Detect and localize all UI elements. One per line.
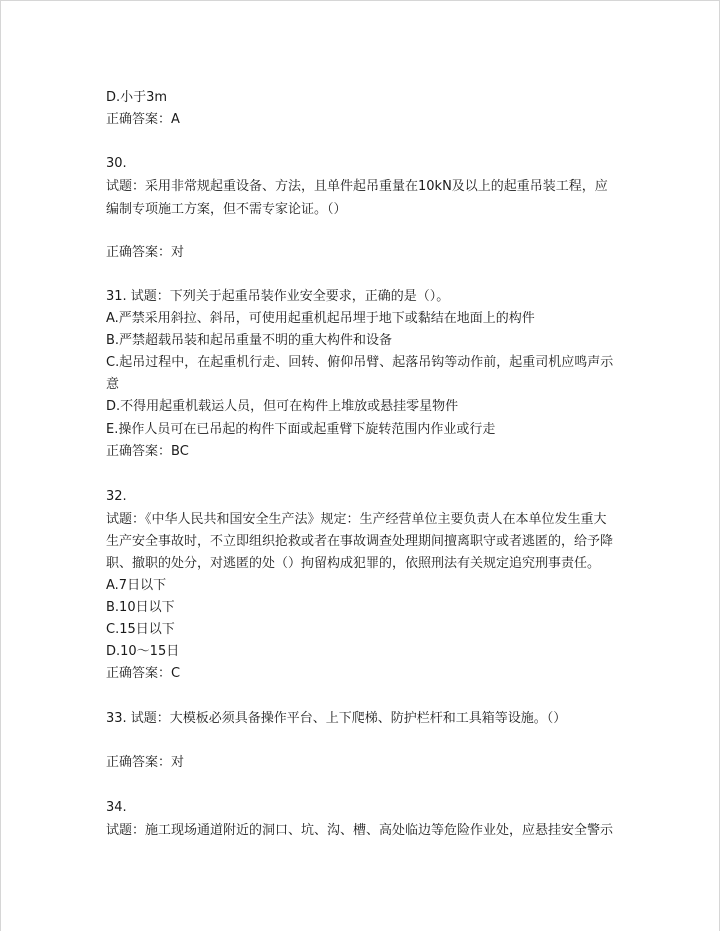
q30-number: 30. bbox=[106, 156, 127, 171]
q32-option-d: D.10～15日 bbox=[106, 644, 180, 659]
q31-option-c: C.起吊过程中，在起重机行走、回转、俯仰吊臂、起落吊钩等动作前，起重司机应鸣声示 bbox=[106, 355, 614, 370]
q30-question-cont: 编制专项施工方案，但不需专家论证。（） bbox=[106, 202, 347, 217]
q31-answer: 正确答案：BC bbox=[106, 444, 189, 459]
q29-option-d: D.小于3m bbox=[106, 90, 168, 105]
q34-question: 试题：施工现场通道附近的洞口、坑、沟、槽、高处临边等危险作业处，应悬挂安全警示 bbox=[106, 823, 614, 838]
q30-question: 试题：采用非常规起重设备、方法，且单件起吊重量在10kN及以上的起重吊装工程，应 bbox=[106, 179, 608, 194]
q29-answer: 正确答案：A bbox=[106, 112, 180, 127]
q31-question: 31. 试题：下列关于起重吊装作业安全要求，正确的是（）。 bbox=[106, 289, 450, 304]
q31-option-c-cont: 意 bbox=[106, 377, 120, 392]
q32-question-cont-1: 生产安全事故时，不立即组织抢救或者在事故调查处理期间擅离职守或者逃匿的，给予降 bbox=[106, 534, 614, 549]
q31-option-e: E.操作人员可在已吊起的构件下面或起重臂下旋转范围内作业或行走 bbox=[106, 422, 496, 437]
q34-number: 34. bbox=[106, 800, 127, 815]
q32-answer: 正确答案：C bbox=[106, 666, 181, 681]
q32-option-a: A.7日以下 bbox=[106, 578, 167, 593]
q32-number: 32. bbox=[106, 489, 127, 504]
q30-answer: 正确答案：对 bbox=[106, 245, 185, 260]
q33-answer: 正确答案：对 bbox=[106, 755, 185, 770]
q31-option-a: A.严禁采用斜拉、斜吊，可使用起重机起吊埋于地下或黏结在地面上的构件 bbox=[106, 311, 535, 326]
q33-question: 33. 试题：大模板必须具备操作平台、上下爬梯、防护栏杆和工具箱等设施。（） bbox=[106, 711, 567, 726]
q31-option-d: D.不得用起重机载运人员，但可在构件上堆放或悬挂零星物件 bbox=[106, 399, 459, 414]
q32-question: 试题：《中华人民共和国安全生产法》规定：生产经营单位主要负责人在本单位发生重大 bbox=[106, 512, 607, 527]
q32-option-b: B.10日以下 bbox=[106, 600, 175, 615]
q32-option-c: C.15日以下 bbox=[106, 622, 175, 637]
q32-question-cont-2: 职、撤职的处分，对逃匿的处（）拘留构成犯罪的，依照刑法有关规定追究刑事责任。 bbox=[106, 556, 601, 571]
q31-option-b: B.严禁超载吊装和起吊重量不明的重大构件和设备 bbox=[106, 333, 393, 348]
